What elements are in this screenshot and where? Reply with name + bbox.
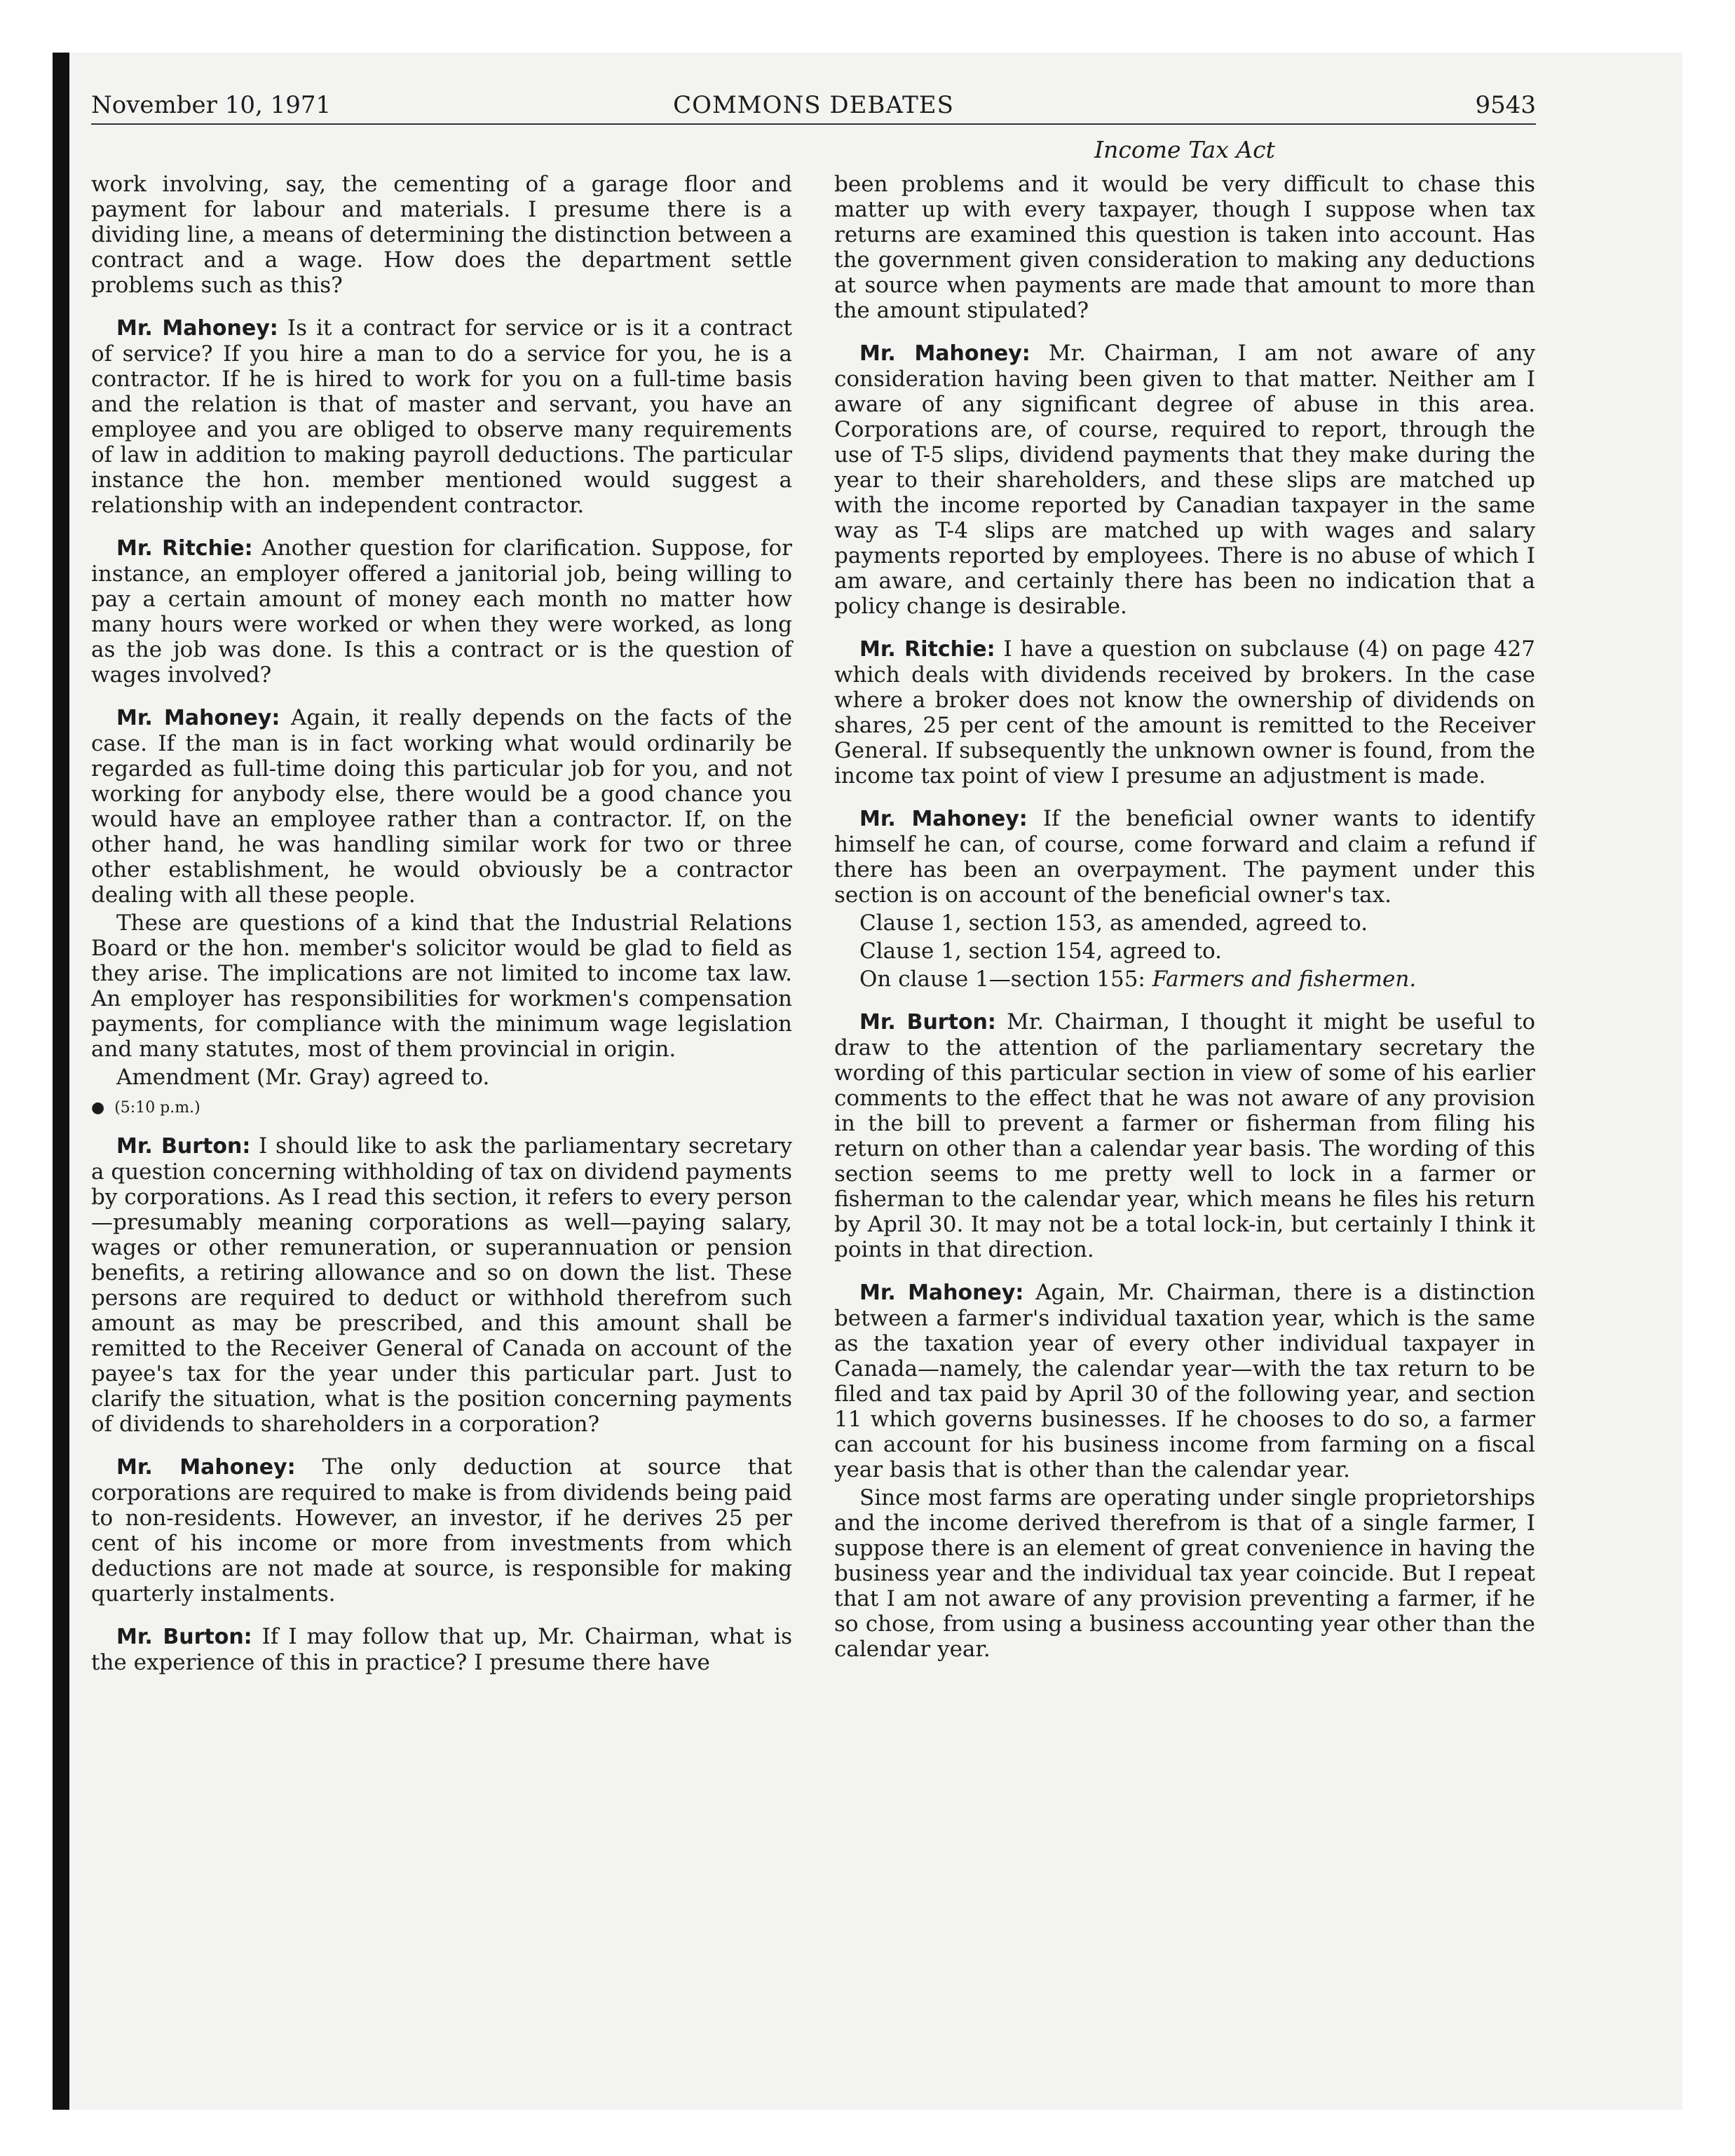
paragraph: These are questions of a kind that the Industrial Relations Board or the hon. member's solicitor would be glad to field as they arise. The implications are not limited to income tax law. An employer has responsibilities for workmen's compensation payments, for compliance with the minimum wage legislation and many statutes, most of them provincial in origin. xyxy=(91,910,792,1062)
speech-paragraph xyxy=(91,1624,792,1675)
header-page-number: 9543 xyxy=(1475,91,1536,119)
section-title: Income Tax Act xyxy=(1094,136,1275,163)
speech-text: Mr. Chairman, I thought it might be useful to draw to the attention of the parliamentary secretary the wording of this particular section in view of some of his earlier comments to the effect that he was not aware of any provision in the bill to prevent a farmer or fisherman from filing his return on other than a calendar year basis. The wording of this section seems to me pretty well to lock in a farmer or fisherman to the calendar year, which means he files his return by April 30. It may not be a total lock-in, but certainly I think it points in that direction. xyxy=(834,1009,1535,1262)
speech-text: Mr. Chairman, I am not aware of any consideration having been given to that matter. Neither am I aware of any significant degree of abuse in this area. Corporations are, of course, required to report, through the use of T-5 slips, dividend payments that they make during the year to their shareholders, and these slips are matched up with the income reported by Canadian taxpayer in the same way as T-4 slips are matched up with wages and salary payments reported by employees. There is no abuse of which I am aware, and certainly there has been no indication that a policy change is desirable. xyxy=(834,341,1535,619)
speech-paragraph xyxy=(91,705,792,908)
speaker-name: Mr. Mahoney: xyxy=(116,316,278,341)
speech-text: Is it a contract for service or is it a contract of service? If you hire a man to do a service for you, he is a contractor. If he is hired to work for you on a full-time basis and the relation is that of master and servant, you have an employee and you are obliged to observe many requirements of law in addition to making payroll deductions. The particular instance the hon. member mentioned would suggest a relationship with an independent contractor. xyxy=(91,315,792,518)
speaker-name: Mr. Ritchie: xyxy=(116,536,253,561)
procedural-note: Amendment (Mr. Gray) agreed to. xyxy=(116,1065,490,1090)
speaker-name: Mr. Mahoney: xyxy=(859,807,1028,831)
clause-heading-title: Farmers and fishermen. xyxy=(1152,967,1417,992)
speech-text: Again, it really depends on the facts of the case. If the man is in fact working what would ordinarily be regarded as full-time doing this particular job for you, and not working for anybody else, there would be a good chance you would have an employee rather than a contractor. If, on the other hand, he was handling similar work for two or three other establishment, he would obviously be a contractor dealing with all these people. xyxy=(91,705,792,908)
speech-paragraph xyxy=(834,636,1535,789)
header-title: COMMONS DEBATES xyxy=(673,91,954,119)
speaker-name: Mr. Burton: xyxy=(116,1134,251,1159)
speech-text: If the beneficial owner wants to identify himself he can, of course, come forward and claim a refund if there has been an overpayment. The payment under this section is on account of the beneficial owner's tax. xyxy=(834,806,1535,908)
speaker-name: Mr. Mahoney: xyxy=(859,341,1030,366)
speech-text: If I may follow that up, Mr. Chairman, what is the experience of this in practice? I presume there have xyxy=(91,1624,792,1675)
procedural-note: Clause 1, section 154, agreed to. xyxy=(859,939,1222,964)
clause-heading-prefix: On clause 1—section 155: xyxy=(859,967,1152,992)
clause-heading xyxy=(834,967,1535,992)
speech-text: Another question for clarification. Suppose, for instance, an employer offered a janitorial job, being willing to pay a certain amount of money each month no matter how many hours were worked or when they were worked, as long as the job was done. Is this a contract or is the question of wages involved? xyxy=(91,535,792,688)
page-header xyxy=(91,90,1536,125)
left-column xyxy=(91,172,792,1693)
speech-text: I have a question on subclause (4) on page 427 which deals with dividends received by brokers. In the case where a broker does not know the ownership of dividends on shares, 25 per cent of the amount is remitted to the Receiver General. If subsequently the unknown owner is found, from the income tax point of view I presume an adjustment is made. xyxy=(834,636,1535,789)
speech-text: The only deduction at source that corporations are required to make is from dividends being paid to non-residents. However, an investor, if he derives 25 per cent of his income or more from investments from which deductions are not made at source, is responsible for making quarterly instalments. xyxy=(91,1454,792,1606)
paragraph: been problems and it would be very difficult to chase this matter up with every taxpayer, though I suppose when tax returns are examined this question is taken into account. Has the government given consideration to making any deductions at source when payments are made that amount to more than the amount stipulated? xyxy=(834,172,1535,323)
speech-paragraph xyxy=(834,1009,1535,1262)
speech-paragraph xyxy=(91,1454,792,1606)
time-marker-text: (5:10 p.m.) xyxy=(114,1099,200,1117)
bullet-icon: ● xyxy=(91,1099,105,1117)
paragraph: work involving, say, the cementing of a garage floor and payment for labour and materials. I presume there is a dividing line, a means of determining the distinction between a contract and a wage. How does the department settle problems such as this? xyxy=(91,172,792,298)
procedural-note: Clause 1, section 153, as amended, agreed to. xyxy=(859,910,1368,936)
speaker-name: Mr. Burton: xyxy=(116,1625,252,1649)
speaker-name: Mr. Mahoney: xyxy=(116,706,280,730)
header-date: November 10, 1971 xyxy=(91,91,332,119)
scan-edge-bar xyxy=(53,53,69,2110)
speech-paragraph xyxy=(91,1133,792,1437)
speaker-name: Mr. Burton: xyxy=(859,1010,996,1035)
time-marker xyxy=(91,1096,792,1121)
speech-paragraph xyxy=(834,806,1535,908)
speech-paragraph xyxy=(834,1280,1535,1482)
right-column xyxy=(834,172,1535,1679)
paragraph: Since most farms are operating under single proprietorships and the income derived therefrom is that of a single farmer, I suppose there is an element of great convenience in having the business year and the individual tax year coincide. But I repeat that I am not aware of any provision preventing a farmer, if he so chose, from using a business accounting year other than the calendar year. xyxy=(834,1485,1535,1662)
speech-paragraph xyxy=(91,535,792,688)
speaker-name: Mr. Mahoney: xyxy=(116,1455,296,1480)
speech-paragraph xyxy=(834,341,1535,619)
speaker-name: Mr. Mahoney: xyxy=(859,1281,1024,1305)
speech-text: Again, Mr. Chairman, there is a distinction between a farmer's individual taxation year, which is the same as the taxation year of every other individual taxpayer in Canada—namely, the calendar year—with the tax return to be filed and tax paid by April 30 of the following year, and section 11 which governs businesses. If he chooses to do so, a farmer can account for his business income from farming on a fiscal year basis that is other than the calendar year. xyxy=(834,1280,1535,1482)
speech-paragraph xyxy=(91,315,792,518)
speech-text: I should like to ask the parliamentary secretary a question concerning withholding of tax on dividend payments by corporations. As I read this section, it refers to every person—presumably meaning corporations as well—paying salary, wages or other remuneration, or superannuation or pension benefits, a retiring allowance and so on down the list. These persons are required to deduct or withhold therefrom such amount as may be prescribed, and this amount shall be remitted to the Receiver General of Canada on account of the payee's tax for the year under this particular part. Just to clarify the situation, what is the position concerning payments of dividends to shareholders in a corporation? xyxy=(91,1133,792,1437)
speaker-name: Mr. Ritchie: xyxy=(859,637,995,662)
